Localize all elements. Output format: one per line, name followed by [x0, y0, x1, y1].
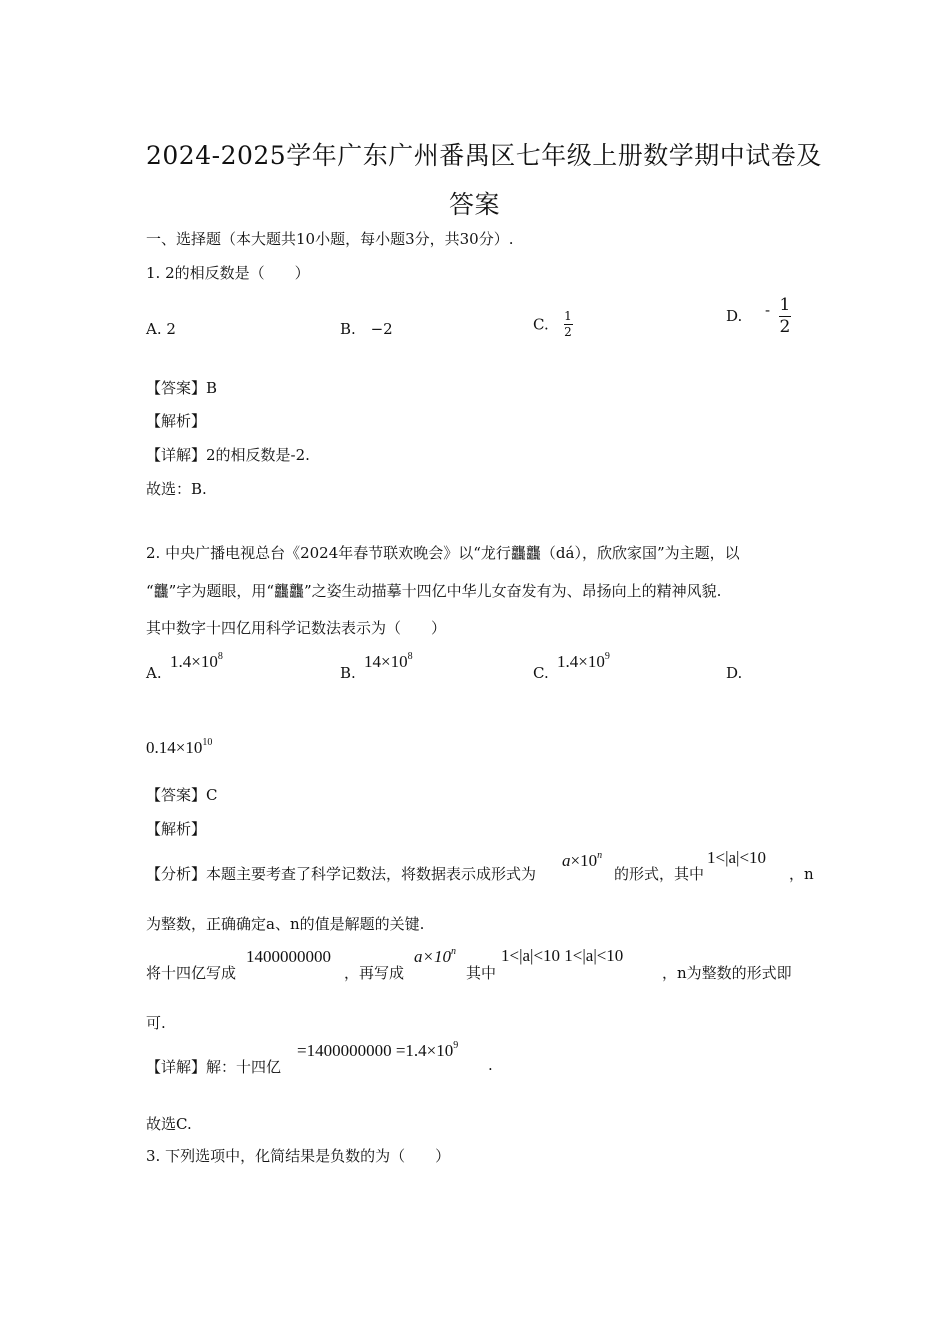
q2-option-a-expr	[170, 652, 223, 672]
q1-option-d-numerator: 1	[779, 295, 791, 315]
q2-option-a-exponent: 8	[217, 651, 223, 662]
q2-step-expr-n: n	[450, 946, 456, 957]
q2-option-a-base: 1.4×10	[170, 652, 218, 671]
q2-step-qi: 其中	[466, 964, 497, 982]
q2-step-expr	[414, 947, 456, 967]
q2-step-prefix: 将十四亿写成	[146, 964, 237, 982]
q2-detail-expr-base: =1400000000 =1.4×10	[297, 1041, 454, 1060]
q2-stem-line1: 2. 中央广播电视总台《2024年春节联欢晚会》以“龙行龘龘（dá），欣欣家国”为主题，以	[146, 544, 740, 562]
q2-option-b-expr	[364, 652, 413, 672]
q2-step-number: 1400000000	[246, 947, 331, 966]
q2-option-b-label: B.	[340, 664, 356, 682]
q2-option-d-label: D.	[726, 664, 743, 682]
q1-option-d	[726, 296, 791, 336]
q2-fenxi-inequality: 1<|a|<10	[707, 848, 767, 867]
q2-fenxi-expr-n: n	[597, 850, 603, 861]
q2-option-c-expr	[557, 652, 610, 672]
q2-step-inequality: 1<|a|<10 1<|a|<10	[501, 946, 624, 965]
q2-fenxi-comma-n: ，n	[789, 865, 814, 883]
q2-step-expr-base: a×10	[414, 947, 451, 966]
q1-option-d-fraction	[779, 296, 791, 336]
q2-option-d-base: 0.14×10	[146, 738, 203, 757]
q2-answer: 【答案】C	[146, 786, 218, 804]
q2-option-c-base: 1.4×10	[557, 652, 605, 671]
section-heading: 一、选择题（本大题共10小题，每小题3分，共30分）.	[146, 230, 514, 248]
q2-stem-line2: “龘”字为题眼，用“龘龘”之姿生动描摹十四亿中华儿女奋发有为、昂扬向上的精神风貌.	[146, 582, 722, 600]
q1-choose: 故选：B.	[146, 480, 207, 498]
q3-stem: 3. 下列选项中，化简结果是负数的为（ ）	[146, 1147, 451, 1165]
q2-fenxi-expr-a: a	[562, 851, 571, 870]
q2-step-line2: 可.	[146, 1014, 166, 1032]
q2-fenxi-expr	[562, 851, 602, 871]
q1-option-c-denominator: 2	[564, 325, 572, 340]
q1-option-c-numerator: 1	[564, 309, 572, 323]
q2-option-c-label: C.	[533, 664, 549, 682]
q1-option-a: A. 2	[146, 320, 176, 338]
q1-stem: 1. 2的相反数是（ ）	[146, 264, 310, 282]
q1-option-c-label: C.	[533, 315, 549, 334]
q2-option-b-exponent: 8	[407, 651, 413, 662]
q2-choose: 故选C.	[146, 1115, 192, 1133]
q2-detail-end: .	[488, 1056, 493, 1074]
q2-option-b-base: 14×10	[364, 652, 408, 671]
q2-step-suffix: ，n为整数的形式即	[662, 964, 792, 982]
q1-option-d-label: D.	[726, 307, 743, 326]
page-title-line2: 答案	[449, 190, 501, 219]
q2-option-a-label: A.	[146, 664, 162, 682]
q2-option-c-exponent: 9	[604, 651, 610, 662]
q1-option-b-value: −2	[370, 320, 393, 338]
q1-option-d-sign: -	[765, 301, 771, 320]
q1-answer: 【答案】B	[146, 379, 218, 397]
q1-option-b	[340, 320, 393, 338]
q1-option-c	[533, 310, 573, 339]
q2-option-d-expr	[146, 738, 212, 758]
q2-detail-exponent: 9	[453, 1040, 459, 1051]
q1-detail: 【详解】2的相反数是-2.	[146, 446, 310, 464]
q2-fenxi-prefix: 【分析】本题主要考查了科学记数法，将数据表示成形式为	[146, 865, 537, 883]
q1-option-c-fraction	[564, 310, 573, 339]
q2-stem-line3: 其中数字十四亿用科学记数法表示为（ ）	[146, 619, 447, 637]
q2-option-d-exponent: 10	[202, 737, 213, 748]
q2-analysis: 【解析】	[146, 820, 207, 838]
q1-option-b-label: B.	[340, 320, 356, 338]
q2-step-mid: ，再写成	[344, 964, 405, 982]
q2-fenxi-line2: 为整数，正确确定a、n的值是解题的关键.	[146, 915, 425, 933]
q2-detail-expr	[297, 1041, 458, 1061]
q1-analysis: 【解析】	[146, 412, 207, 430]
page-title-line1: 2024-2025学年广东广州番禺区七年级上册数学期中试卷及	[146, 141, 822, 170]
q2-fenxi-expr-mid: ×10	[570, 851, 598, 870]
q2-detail-prefix: 【详解】解：十四亿	[146, 1058, 282, 1076]
q2-fenxi-mid: 的形式，其中	[614, 865, 705, 883]
q1-option-d-denominator: 2	[779, 316, 791, 337]
